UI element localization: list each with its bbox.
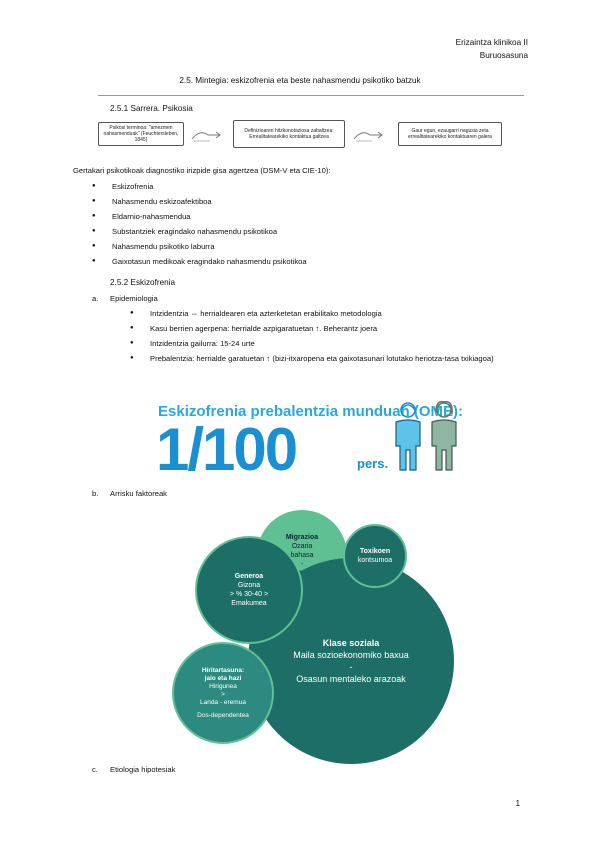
list-item: ● Intzidentzia ⇔ herrialdearen eta azterketetan erabilitako metodologia xyxy=(130,306,530,321)
criteria-list xyxy=(92,179,307,269)
item-c-label: c. xyxy=(92,765,98,774)
item-a-title: Epidemiologia xyxy=(110,294,158,303)
urbanity-line: > xyxy=(221,690,225,698)
page-number: 1 xyxy=(515,799,520,808)
gender-line: Gizona xyxy=(237,582,261,589)
urbanity-line: Landa - eremua xyxy=(200,698,246,706)
migration-line: Ozaria xyxy=(291,542,313,550)
urbanity-title: Hiritartasuna: xyxy=(201,666,245,674)
migration-title: Migrazioa xyxy=(285,533,319,541)
social-class-title: Klase soziala xyxy=(322,638,380,648)
list-item: ● Eskizofrenia xyxy=(92,179,307,194)
timeline-box-2: Definizioaren hitzkonotaziosa zabaltzea: Errealitatearekiko kontaktua galtzea xyxy=(233,120,345,148)
item-b-label: b. xyxy=(92,489,99,498)
item-a-label: a. xyxy=(92,294,99,303)
urbanity-circle xyxy=(172,642,274,744)
list-item: ● Prebalentzia: herrialde garatuetan ↑ (bizi-itxaropena eta gaixotasunari lotutako heriotza-tasa txikiagoa) xyxy=(130,351,530,366)
social-class-line: Osasun mentaleko arazoak xyxy=(296,674,406,684)
migration-line: bahasa xyxy=(290,551,314,559)
list-item: ● Nahasmendu eskizoafektiboa xyxy=(92,194,307,209)
migration-line: - xyxy=(300,560,304,568)
section-title: 2.5. Mintegia: eskizofrenia eta beste nahasmendu psikotiko batzuk xyxy=(179,76,421,85)
hand-arrow-icon xyxy=(352,127,386,143)
prevalence-value: 1/100 xyxy=(156,416,297,483)
course-subtitle: Buruosasuna xyxy=(479,51,528,60)
gender-line: > % 30-40 > xyxy=(229,591,269,598)
list-item: ● Eldarnio-nahasmendua xyxy=(92,209,307,224)
criteria-intro: Gertakari psikotikoak diagnostiko irizpide gisa agertzea (DSM-V eta CIE-10): xyxy=(73,166,331,175)
title-rule xyxy=(98,95,524,96)
urbanity-line: Dos-dependentea xyxy=(197,711,249,719)
list-item: ● Substantziek eragindako nahasmendu psikotikoa xyxy=(92,224,307,239)
timeline-box-3: Gaur egun, ezaugarri nagusia zeta errealitatearekiko kontaktuaren galera xyxy=(398,122,502,146)
course-title: Erizaintza klinikoa II xyxy=(455,38,528,47)
epidemiology-list xyxy=(130,306,530,366)
prevalence-unit: pers. xyxy=(357,456,389,471)
toxics-circle xyxy=(343,524,407,588)
gender-title: Generoa xyxy=(234,573,264,580)
social-class-line: Maila sozioekonomiko baxua xyxy=(293,650,409,660)
list-item: ● Kasu berrien agerpena: herrialde azpigaratuetan ↑. Beherantz joera xyxy=(130,321,530,336)
list-item: ● Nahasmendu psikotiko laburra xyxy=(92,239,307,254)
man-figure-icon xyxy=(392,400,424,472)
timeline-box-1: Psikosi terminoa: "amezmen nahasmenduak" (Feuchtersleben, 1845) xyxy=(98,122,184,146)
list-item: ● Gaixotasun medikoak eragindako nahasmendu psikotikoa xyxy=(92,254,307,269)
header xyxy=(456,36,528,62)
subsection-heading-252: 2.5.2 Eskizofrenia xyxy=(110,278,176,287)
social-class-line: - xyxy=(349,662,353,672)
toxics-title: Toxikoen xyxy=(359,548,391,555)
toxics-line: kontsumoa xyxy=(357,557,393,564)
prevalence-title: Eskizofrenia prebalentzia munduan (OME): xyxy=(158,403,464,420)
woman-figure-icon xyxy=(428,400,460,472)
subsection-heading-251: 2.5.1 Sarrera. Psikosia xyxy=(110,104,193,113)
urbanity-title: jaio eta hazi xyxy=(204,674,242,682)
item-b-title: Arrisku faktoreak xyxy=(110,489,167,498)
hand-arrow-icon xyxy=(190,127,224,143)
item-c-title: Etiologia hipotesiak xyxy=(110,765,176,774)
gender-line: Emakumea xyxy=(231,600,267,607)
gender-circle xyxy=(195,536,303,644)
list-item: ● Intzidentzia gailurra: 15-24 urte xyxy=(130,336,530,351)
urbanity-line: Hirigunea xyxy=(209,682,237,690)
